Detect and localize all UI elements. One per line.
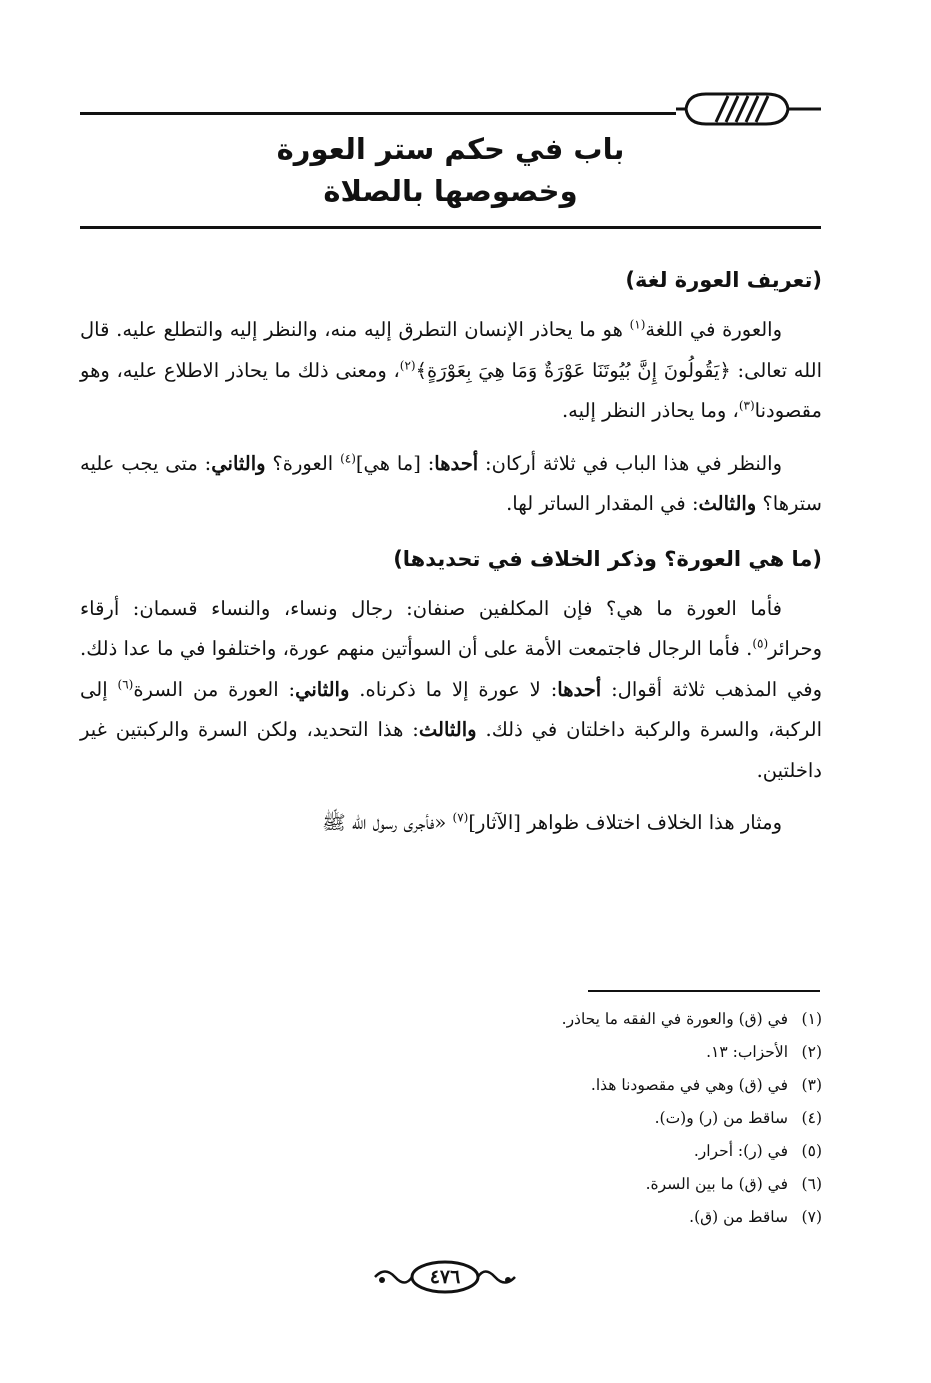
footnote-item: (٥)في (ر): أحرار.: [693, 1142, 822, 1160]
footnote-ref-5[interactable]: (٥): [752, 636, 769, 651]
footnotes: [300, 1003, 822, 1234]
footnote-item: (٢)الأحزاب: ١٣.: [706, 1043, 822, 1061]
page-number: [370, 1258, 520, 1298]
footnote-item: (٤)ساقط من (ر) و(ت).: [654, 1109, 822, 1127]
footnote-item: (٦)في (ق) ما بين السرة.: [645, 1175, 822, 1193]
footnote-ref-3[interactable]: (٣): [738, 398, 755, 413]
main-text: [80, 258, 822, 844]
footnote-ref-2[interactable]: (٢): [399, 358, 416, 372]
chapter-title: [80, 128, 821, 212]
footnote-ref-4[interactable]: (٤): [340, 451, 356, 465]
paragraph-categories: فأما العورة ما هي؟ فإن المكلفين صنفان: رجال ونساء، والنساء قسمان: أرقاء وحرائر$^{(٥)}$. فأما الرجال فاجتمعت الأمة على أن السوأتين منهم عورة، واختلفوا في ما عدا ذلك. وفي المذهب ثلاثة أقوال: أحدها: لا عورة إلا ما ذكرناه. والثاني: العورة من السرة$^{(٦)}$ إلى الركبة، والسرة والركبة داخلتان في ذلك. والثالث: هذا التحديد، ولكن السرة والركبتين غير داخلتين.: [80, 596, 822, 782]
header-ornament: [676, 84, 826, 134]
footnote-item: (٧)ساقط من (ق).: [689, 1208, 822, 1226]
page-number-text: ٤٧٦: [429, 1266, 461, 1288]
paragraph-pillars: والنظر في هذا الباب في ثلاثة أركان: أحدها: [ما هي]$^{(٤)}$ العورة؟ والثاني: متى يجب عليه سترها؟ والثالث: في المقدار الساتر لها.: [80, 451, 822, 515]
footnote-ref-6[interactable]: (٦): [117, 677, 134, 691]
chapter-title-line1: باب في حكم ستر العورة: [276, 132, 625, 166]
chapter-title-line2: وخصوصها بالصلاة: [323, 174, 578, 208]
footnote-ref-7[interactable]: (٧): [452, 810, 469, 825]
top-rule: [80, 112, 676, 115]
footnote-rule: [588, 990, 820, 992]
section-heading-what-is-awra: (ما هي العورة؟ وذكر الخلاف في تحديدها): [393, 546, 822, 571]
paragraph-definition: والعورة في اللغة$^{(١)}$ هو ما يحاذر الإنسان التطرق إليه منه، والنظر إليه والتطلع عليه. قال الله تعالى: ﴿يَقُولُونَ إِنَّ بُيُوتَنَا عَوْرَةٌ وَمَا هِيَ بِعَوْرَةٍ﴾$^{(٢)}$، ومعنى ذلك ما يحاذر الاطلاع عليه، وهو مقصودنا$^{(٣)}$، وما يحاذر النظر إليه.: [80, 317, 822, 422]
footnote-item: (٣)في (ق) وهي في مقصودنا هذا.: [590, 1076, 822, 1094]
paragraph-dispute-origin: ومثار هذا الخلاف اختلاف ظواهر [الآثار]$^{(٧)}$ «فأجرى رسول الله ﷺ: [322, 810, 782, 834]
title-rule: [80, 226, 821, 229]
section-heading-language-definition: (تعريف العورة لغة): [625, 268, 822, 292]
footnote-ref-1[interactable]: (١): [629, 317, 646, 332]
footnote-item: (١)في (ق) والعورة في الفقه ما يحاذر.: [561, 1010, 822, 1028]
